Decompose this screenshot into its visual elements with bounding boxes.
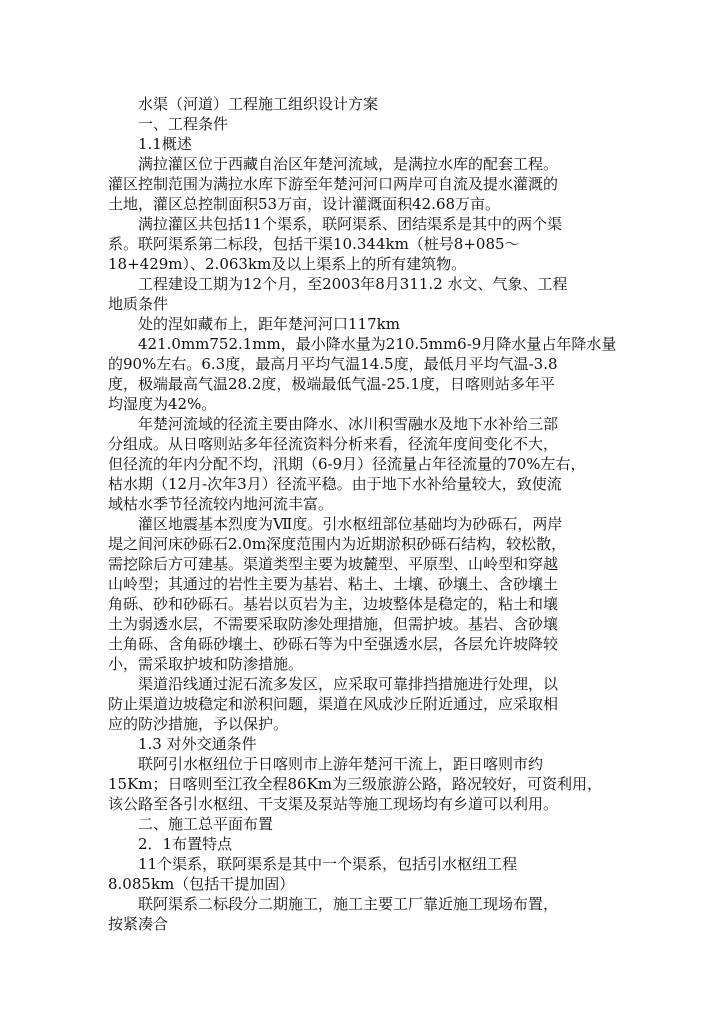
text-line: 年楚河流域的径流主要由降水、冰川积雪融水及地下水补给三部 <box>138 415 559 433</box>
text-line: 小，需采取护坡和防渗措施。 <box>108 655 304 673</box>
text-line: 地质条件 <box>108 295 169 313</box>
text-line: 土地，灌区总控制面积53万亩，设计灌溉面积42.68万亩。 <box>108 195 501 213</box>
text-line: 2．1布置特点 <box>138 835 233 853</box>
text-line: 一、工程条件 <box>138 115 229 133</box>
text-line: 但径流的年内分配不均，汛期（6-9月）径流量占年径流量的70%左右， <box>108 455 586 473</box>
text-line: 水渠（河道）工程施工组织设计方案 <box>138 95 379 113</box>
text-line: 域枯水季节径流较内地河流丰富。 <box>108 495 334 513</box>
text-line: 1.3 对外交通条件 <box>138 735 257 753</box>
text-line: 的90%左右。6.3度，最高月平均气温14.5度，最低月平均气温-3.8 <box>108 355 558 373</box>
text-line: 8.085km（包括干提加固） <box>108 875 295 893</box>
text-line: 灌区控制范围为满拉水库下游至年楚河河口两岸可自流及提水灌溉的 <box>108 175 559 193</box>
text-line: 度，极端最高气温28.2度，极端最低气温-25.1度，日喀则站多年平 <box>108 375 555 393</box>
text-line: 灌区地震基本烈度为Ⅶ度。引水枢纽部位基础均为砂砾石，两岸 <box>138 515 563 533</box>
text-line: 渠道沿线通过泥石流多发区，应采取可靠排挡措施进行处理，以 <box>138 675 559 693</box>
text-line: 11个渠系，联阿渠系是其中一个渠系，包括引水枢纽工程 <box>138 855 518 873</box>
text-line: 满拉灌区共包括11个渠系，联阿渠系、团结渠系是其中的两个渠 <box>138 215 563 233</box>
text-line: 联阿渠系二标段分二期施工，施工主要工厂靠近施工现场布置， <box>138 895 559 913</box>
text-line: 按紧凑合 <box>108 915 169 933</box>
text-line: 联阿引水枢纽位于日喀则市上游年楚河干流上，距日喀则市约 <box>138 755 544 773</box>
document-body <box>108 94 617 934</box>
text-line: 处的涅如藏布上，距年楚河河口117km <box>138 315 400 333</box>
text-line: 二、施工总平面布置 <box>138 815 274 833</box>
text-line: 15Km；日喀则至江孜全程86Km为三级旅游公路，路况较好，可资利用， <box>108 775 603 793</box>
text-line: 1.1概述 <box>138 135 192 153</box>
text-line: 土角砾、含角砾砂壤土、砂砾石等为中至强透水层，各层允许坡降较 <box>108 635 559 653</box>
text-line: 分组成。从日喀则站多年径流资料分析来看，径流年度间变化不大， <box>108 435 559 453</box>
text-line: 角砾、砂和砂砾石。基岩以页岩为主，边坡整体是稳定的，粘土和壤 <box>108 595 559 613</box>
text-line: 421.0mm752.1mm，最小降水量为210.5mm6-9月降水量占年降水量 <box>138 335 617 353</box>
text-line: 工程建设工期为12个月，至2003年8月311.2 水文、气象、工程 <box>138 275 568 293</box>
text-line: 堤之间河床砂砾石2.0m深度范围内为近期淤积砂砾石结构，较松散， <box>108 535 567 553</box>
text-line: 该公路至各引水枢纽、干支渠及泵站等施工现场均有乡道可以利用。 <box>108 795 559 813</box>
text-line: 系。联阿渠系第二标段，包括干渠10.344km（桩号8+085～ <box>108 235 520 253</box>
text-line: 18+429m）、2.063km及以上渠系上的所有建筑物。 <box>108 255 467 273</box>
text-line: 防止渠道边坡稳定和淤积问题，渠道在风成沙丘附近通过，应采取相 <box>108 695 559 713</box>
text-line: 需挖除后方可建基。渠道类型主要为坡麓型、平原型、山岭型和穿越 <box>108 555 559 573</box>
text-line: 土为弱透水层，不需要采取防渗处理措施，但需护坡。基岩、含砂壤 <box>108 615 559 633</box>
text-line: 满拉灌区位于西藏自治区年楚河流域，是满拉水库的配套工程。 <box>138 155 559 173</box>
text-line: 应的防沙措施，予以保护。 <box>108 715 289 733</box>
text-line: 山岭型；其通过的岩性主要为基岩、粘土、土壤、砂壤土、含砂壤土 <box>108 575 559 593</box>
text-line: 枯水期（12月-次年3月）径流平稳。由于地下水补给量较大，致使流 <box>108 475 562 493</box>
text-line: 均湿度为42%。 <box>108 395 217 413</box>
